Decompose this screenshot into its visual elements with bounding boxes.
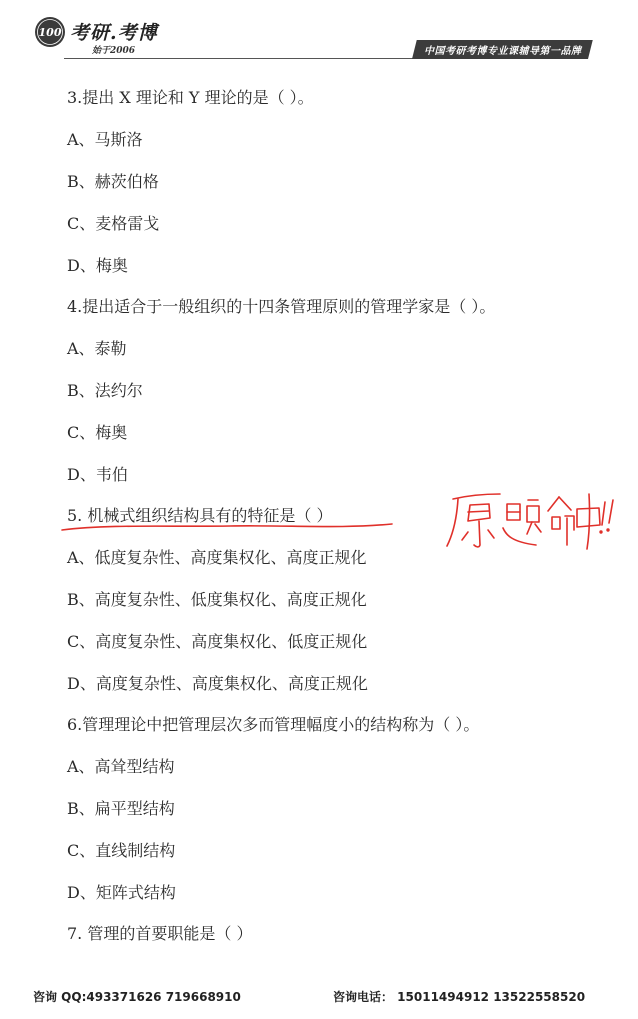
option-3c: C、麦格雷戈: [67, 214, 160, 233]
option-3b: B、赫茨伯格: [67, 172, 159, 191]
logo-title: 考研.考博: [70, 22, 158, 44]
option-4d: D、韦伯: [67, 465, 128, 484]
option-6b: B、扁平型结构: [67, 799, 175, 818]
option-5c: C、高度复杂性、高度集权化、低度正规化: [67, 632, 368, 651]
option-6d: D、矩阵式结构: [67, 883, 176, 902]
option-4c: C、梅奥: [67, 423, 128, 442]
option-5a: A、低度复杂性、高度集权化、高度正规化: [67, 548, 367, 567]
header-divider: [64, 58, 416, 59]
question-5: 5. 机械式组织结构具有的特征是（ ）: [67, 506, 333, 525]
footer-phone: 咨询电话： 15011494912 13522558520: [333, 990, 586, 1004]
header-banner-text: 中国考研考博专业课辅导第一品牌: [424, 46, 582, 57]
option-4b: B、法约尔: [67, 381, 143, 400]
option-3d: D、梅奥: [67, 256, 128, 275]
logo-subtitle: 始于2006: [92, 46, 136, 56]
option-5b: B、高度复杂性、低度集权化、高度正规化: [67, 590, 367, 609]
question-6: 6.管理理论中把管理层次多而管理幅度小的结构称为（ ）。: [67, 715, 480, 734]
question-3: 3.提出 X 理论和 Y 理论的是（ ）。: [67, 88, 314, 107]
option-6c: C、直线制结构: [67, 841, 176, 860]
page-header: [0, 0, 638, 66]
option-3a: A、马斯洛: [67, 130, 143, 149]
option-4a: A、泰勒: [67, 339, 127, 358]
logo-icon: [34, 16, 66, 48]
option-5d: D、高度复杂性、高度集权化、高度正规化: [67, 674, 368, 693]
logo-mark: 100: [38, 26, 62, 39]
option-6a: A、高耸型结构: [67, 757, 175, 776]
question-4: 4.提出适合于一般组织的十四条管理原则的管理学家是（ ）。: [67, 297, 496, 316]
footer-qq: 咨询 QQ:493371626 719668910: [33, 990, 241, 1004]
question-7: 7. 管理的首要职能是（ ）: [67, 924, 253, 943]
